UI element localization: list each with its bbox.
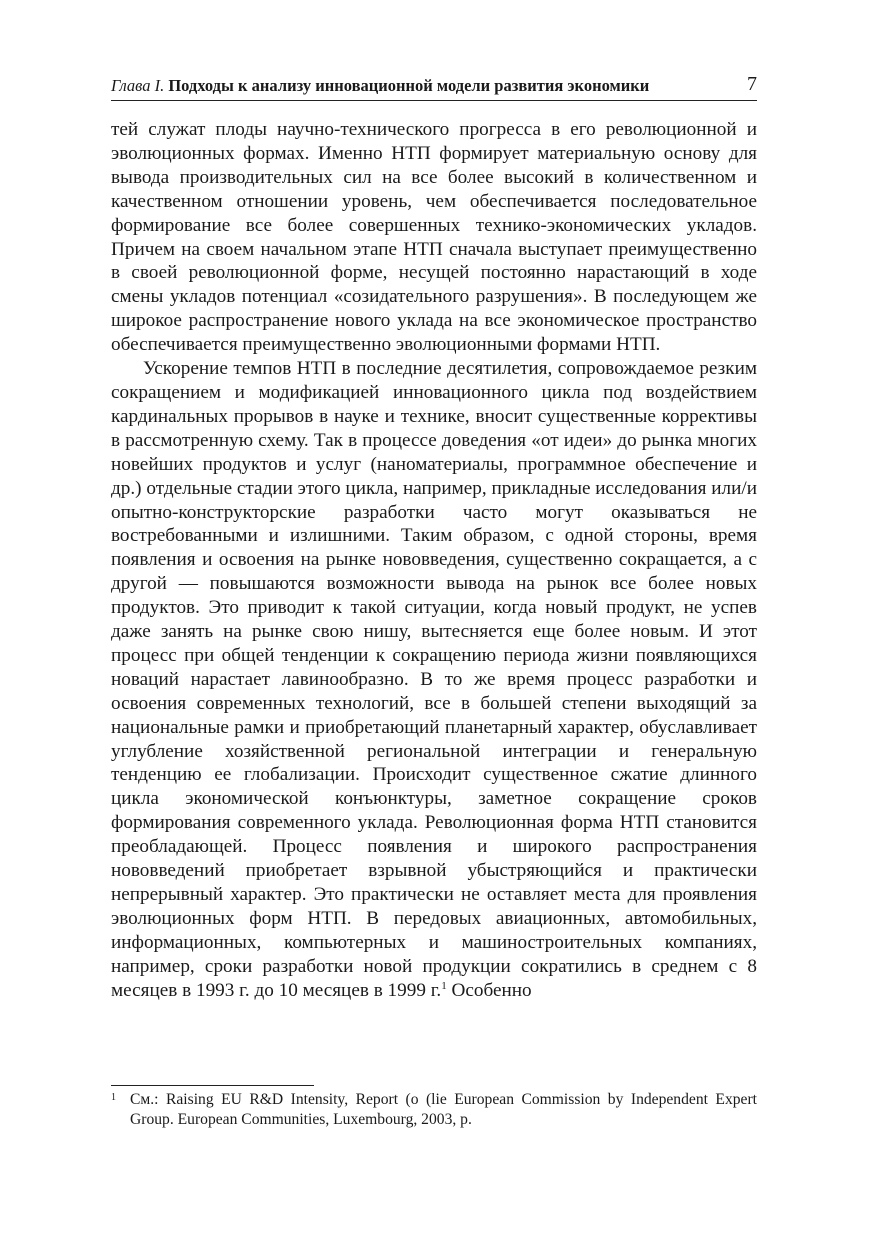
chapter-label: Глава I. [111, 76, 165, 95]
footnote [111, 1090, 757, 1130]
main-text [111, 118, 757, 1003]
footnote-reference: 1 [441, 979, 447, 992]
footnote-divider [111, 1085, 314, 1086]
footnote-number: 1 [111, 1092, 116, 1103]
paragraph-tail: Особенно [446, 979, 532, 1001]
paragraph-continued: тей служат плоды научно-технического прогресса в его революционной и эволюционных формах. Именно НТП формирует материальную основу для вывода производительных сил на все более высокий в количественном и качественном отношении уровень, чем обеспечивается последовательное формирование все более совершенных технико-экономических укладов. Причем на своем начальном этапе НТП сначала выступает преимущественно в своей революционной форме, несущей постоянно нарастающий в ходе смены укладов потенциал «созидательного разрушения». В последующем же широкое распространение нового уклада на все экономическое пространство обеспечивается преимущественно эволюционными формами НТП. [111, 119, 757, 356]
chapter-subject: Подходы к анализу инновационной модели развития экономики [168, 76, 650, 95]
page-number: 7 [747, 73, 757, 95]
footnote-text: См.: Raising EU R&D Intensity, Report (о (lie European Commission by Independent Expert Group. European Communities, Luxembourg, 2003, p. [130, 1091, 757, 1128]
chapter-title [111, 76, 649, 96]
paragraph-text: Ускорение темпов НТП в последние десятилетия, сопровождаемое резким сокращением и модификацией инновационного цикла под воздействием кардинальных прорывов в науке и технике, вносит существенные коррективы в рассмотренную схему. Так в процессе доведения «от идеи» до рынка многих новейших продуктов и услуг (наноматериалы, программное обеспечение и др.) отдельные стадии этого цикла, например, прикладные исследования или/и опытно-конструкторские разработки часто могут оказываться не востребованными и излишними. Таким образом, с одной стороны, время появления и освоения на рынке нововведения, существенно сокращается, а с другой — повышаются возможности вывода на рынок все более новых продуктов. Это приводит к такой ситуации, когда новый продукт, не успев даже занять на рынке свою нишу, вытесняется еще более новым. И этот процесс при общей тенденции к сокращению периода жизни появляющихся новаций нарастает лавинообразно. В то же время процесс разработки и освоения современных технологий, все в большей степени выходящий за национальные рамки и приобретающий планетарный характер, обуславливает углубление хозяйственной региональной интеграции и генеральную тенденцию ее глобализации. Происходит существенное сжатие длинного цикла экономической конъюнктуры, заметное сокращение сроков формирования современного уклада. Революционная форма НТП становится преобладающей. Процесс появления и широкого распространения нововведений приобретает взрывной убыстряющийся и практически непрерывный характер. Это практически не оставляет места для проявления эволюционных форм НТП. В передовых авиационных, автомобильных, информационных, компьютерных и машиностроительных компаниях, например, сроки разработки новой продукции сократились в среднем с 8 месяцев в 1993 г. до 10 месяцев в 1999 г. [111, 358, 757, 1001]
paragraph [111, 357, 757, 1002]
running-header [111, 72, 757, 101]
